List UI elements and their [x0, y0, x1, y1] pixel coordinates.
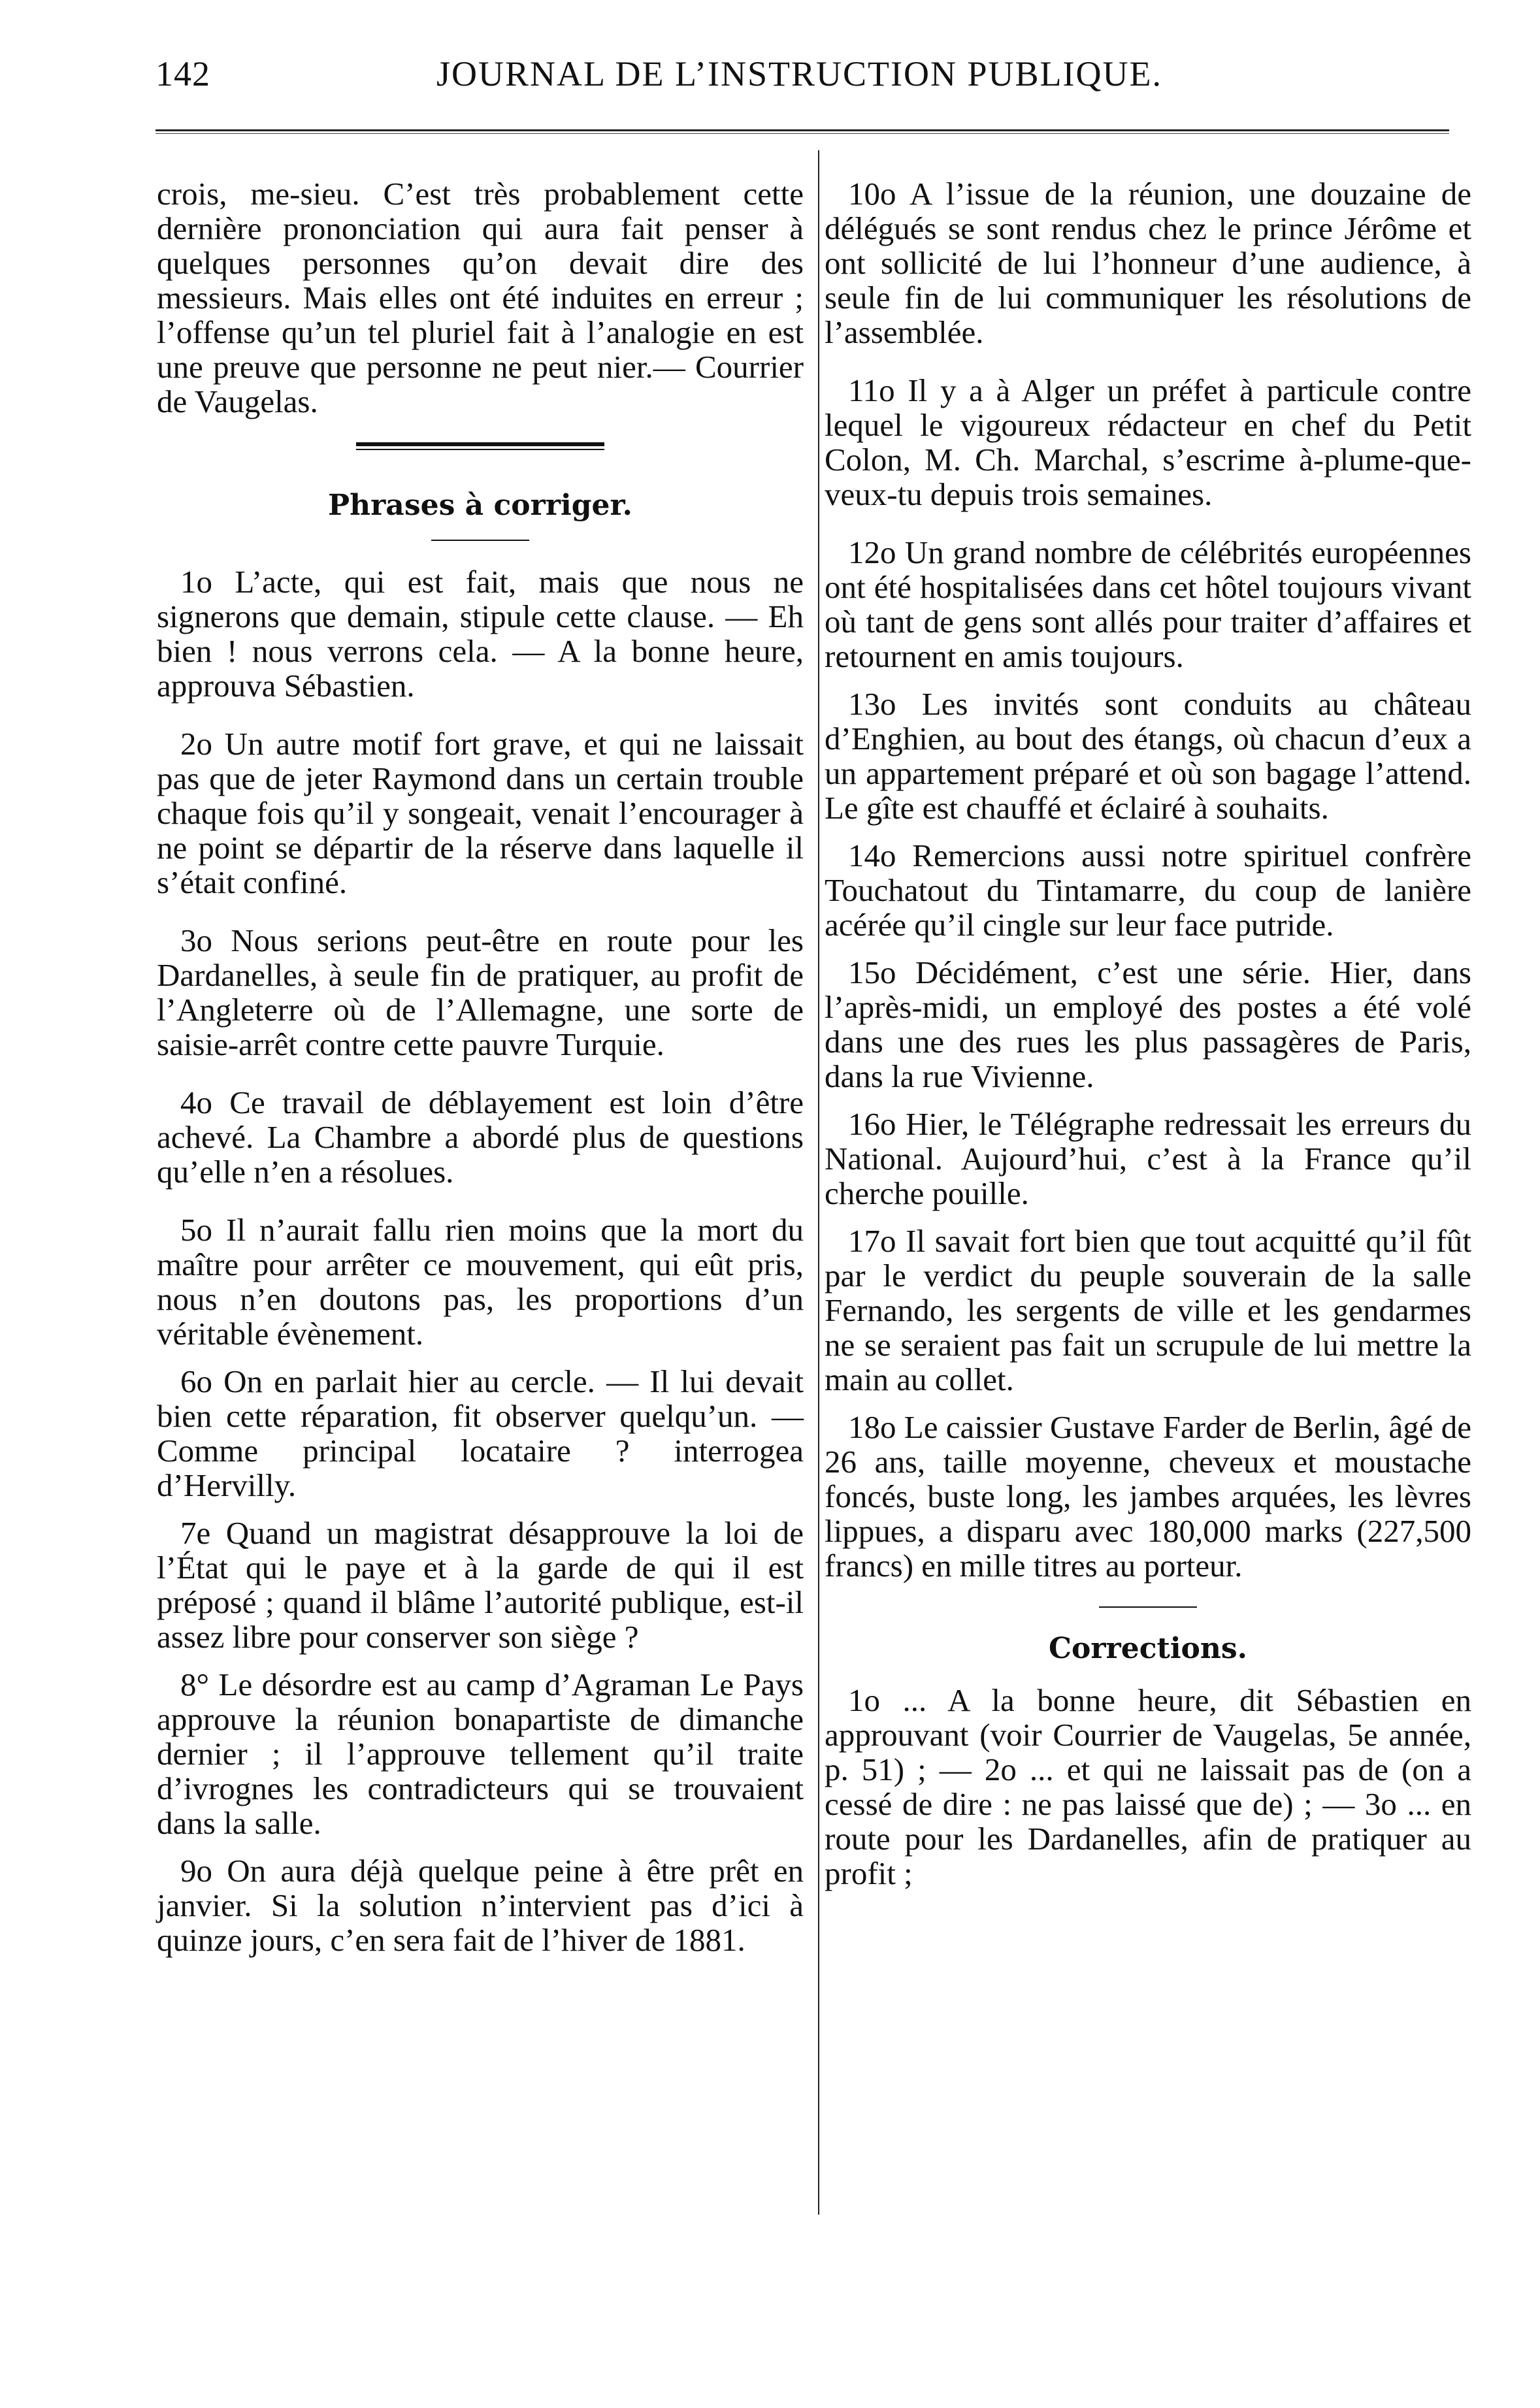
list-item: 9o On aura déjà quelque peine à être prêt en janvier. Si la solution n’intervient pas d’ici à quinze jours, c’en sera fait de l’hiver de 1881.	[157, 1853, 804, 1958]
list-item: 10o A l’issue de la réunion, une douzaine de délégués se sont rendus chez le prince Jérôme et ont sollicité de lui l’honneur d’une audience, à seule fin de lui communiquer les résolutions de l’assemblée.	[825, 176, 1471, 350]
journal-title: JOURNAL DE L’INSTRUCTION PUBLIQUE.	[436, 54, 1162, 93]
section-heading-phrases: Phrases à corriger.	[328, 489, 632, 522]
corrections-paragraph: 1o ... A la bonne heure, dit Sébastien en approuvant (voir Courrier de Vaugelas, 5e année, p. 51) ; — 2o ... et qui ne laissait pas de (on a cessé de dire : ne pas laissé que de) ; — 3o ... en route pour les Dardanelles, afin de pratiquer au profit ;	[825, 1682, 1471, 1891]
list-item: 17o Il savait fort bien que tout acquitté qu’il fût par le verdict du peuple souverain de la salle Fernando, les sergents de ville et les gendarmes ne se seraient pas fait un scrupule de lui mettre la main au collet.	[825, 1223, 1471, 1397]
corrections-short-rule	[1099, 1606, 1197, 1608]
list-item: 2o Un autre motif fort grave, et qui ne laissait pas que de jeter Raymond dans un certain trouble chaque fois qu’il y songeait, venait l’encourager à ne point se départir de la réserve dans laquelle il s’était confiné.	[157, 726, 804, 900]
right-column	[825, 176, 1471, 1914]
list-item: 1o L’acte, qui est fait, mais que nous ne signerons que demain, stipule cette clause. — Eh bien ! nous verrons cela. — A la bonne heure, approuva Sébastien.	[157, 564, 804, 704]
column-divider	[818, 150, 819, 2215]
list-item: 15o Décidément, c’est une série. Hier, dans l’après-midi, un employé des postes a été volé dans une des rues les plus passagères de Paris, dans la rue Vivienne.	[825, 954, 1471, 1094]
list-item: 13o Les invités sont conduits au château d’Enghien, au bout des étangs, où chacun d’eux a un appartement préparé et où son bagage l’attend. Le gîte est chauffé et éclairé à souhaits.	[825, 686, 1471, 826]
section-ornament-rule	[356, 442, 604, 450]
section-heading-corrections: Corrections.	[1049, 1632, 1247, 1665]
list-item: 16o Hier, le Télégraphe redressait les erreurs du National. Aujourd’hui, c’est à la France qu’il cherche pouille.	[825, 1106, 1471, 1211]
list-item: 4o Ce travail de déblayement est loin d’être achevé. La Chambre a abordé plus de questions qu’elle n’en a résolues.	[157, 1084, 804, 1190]
list-item: 8° Le désordre est au camp d’Agraman Le Pays approuve la réunion bonapartiste de dimanche dernier ; il l’approuve tellement qu’il traite d’ivrognes les contradicteurs qui se trouvaient dans la salle.	[157, 1667, 804, 1841]
list-item: 18o Le caissier Gustave Farder de Berlin, âgé de 26 ans, taille moyenne, cheveux et moustache foncés, buste long, les jambes arquées, les lèvres lippues, a disparu avec 180,000 marks (227,500 francs) en mille titres au porteur.	[825, 1409, 1471, 1584]
list-item: 14o Remercions aussi notre spirituel confrère Touchatout du Tintamarre, du coup de lanière acérée qu’il cingle sur leur face putride.	[825, 838, 1471, 943]
list-item: 7e Quand un magistrat désapprouve la loi de l’État qui le paye et à la garde de qui il est préposé ; quand il blâme l’autorité publique, est-il assez libre pour conserver son siège ?	[157, 1515, 804, 1655]
heading-short-rule	[431, 540, 529, 541]
left-column	[157, 176, 804, 1970]
page-number: 142	[156, 54, 210, 93]
list-item: 11o Il y a à Alger un préfet à particule contre lequel le vigoureux rédacteur en chef du Petit Colon, M. Ch. Marchal, s’escrime à-plume-que-veux-tu depuis trois semaines.	[825, 372, 1471, 512]
list-item: 5o Il n’aurait fallu rien moins que la mort du maître pour arrêter ce mouvement, qui eût pris, nous n’en doutons pas, les proportions d’un véritable évènement.	[157, 1212, 804, 1352]
list-item: 6o On en parlait hier au cercle. — Il lui devait bien cette réparation, fit observer quelqu’un. — Comme principal locataire ? interrogea d’Hervilly.	[157, 1363, 804, 1503]
list-item: 12o Un grand nombre de célébrités européennes ont été hospitalisées dans cet hôtel toujours vivant où tant de gens sont allés pour traiter d’affaires et retournent en amis toujours.	[825, 534, 1471, 674]
running-head	[156, 54, 1449, 106]
intro-paragraph: crois, me-sieu. C’est très probablement cette dernière prononciation qui aura fait penser à quelques personnes qu’on devait dire des messieurs. Mais elles ont été induites en erreur ; l’offense qu’un tel pluriel fait à l’analogie en est une preuve que personne ne peut nier.— Courrier de Vaugelas.	[157, 176, 804, 419]
list-item: 3o Nous serions peut-être en route pour les Dardanelles, à seule fin de pratiquer, au profit de l’Angleterre où de l’Allemagne, une sorte de saisie-arrêt contre cette pauvre Turquie.	[157, 922, 804, 1062]
header-rule	[156, 129, 1449, 134]
